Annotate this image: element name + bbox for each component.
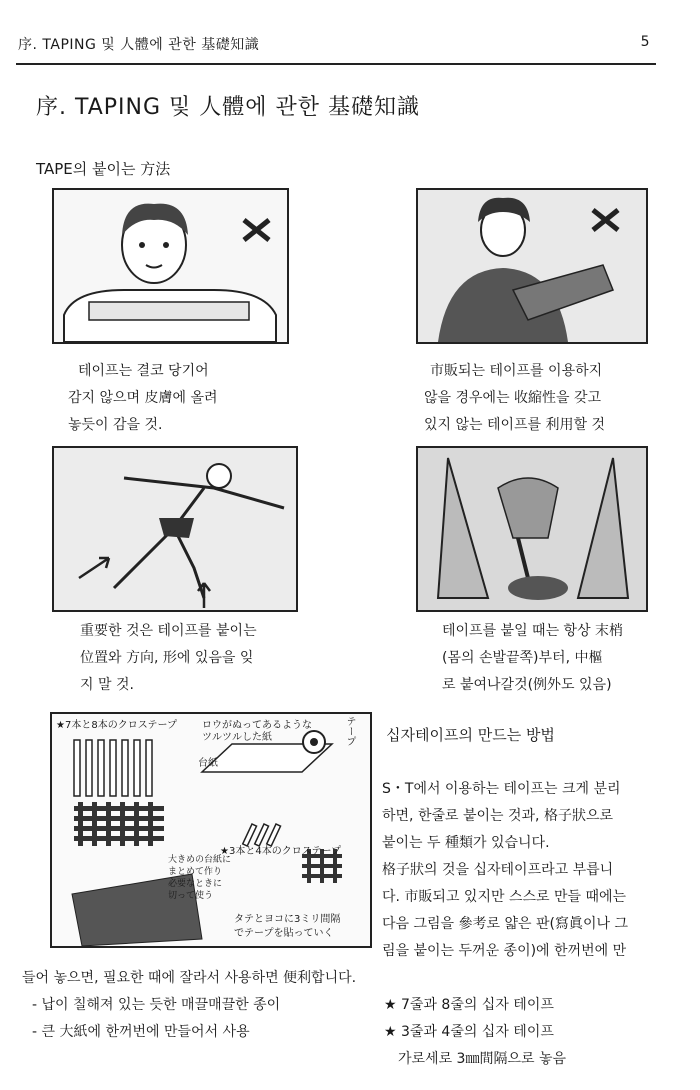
caption-2-line-3: 있지 않는 테이프를 利用할 것 xyxy=(424,417,606,433)
section-line-4: 格子狀의 것을 십자테이프라고 부릅니 xyxy=(382,862,614,878)
figure-label-bottom-1: タテとヨコに3ミリ間隔 xyxy=(234,914,341,925)
header-rule xyxy=(16,63,656,65)
illustration-panel-3 xyxy=(52,446,298,612)
figure-note-1: 大きめの台紙に xyxy=(168,855,232,865)
figure-label-tape: テープ xyxy=(344,716,355,746)
figure-label-smooth-paper: ツルツルした紙 xyxy=(202,732,272,743)
caption-1-line-2: 감지 않으며 皮膚에 올려 xyxy=(68,390,218,406)
illustration-panel-2 xyxy=(416,188,648,344)
section-full-line: 들어 놓으면, 필요한 때에 잘라서 사용하면 便利합니다. xyxy=(22,970,357,986)
section-line-7: 림을 붙이는 두꺼운 종이)에 한꺼번에 만 xyxy=(382,943,627,959)
caption-1-line-3: 놓듯이 감을 것. xyxy=(68,417,163,433)
caption-3-line-2: 位置와 方向, 形에 있음을 잊 xyxy=(80,650,254,666)
section-line-5: 다. 市販되고 있지만 스스로 만들 때에는 xyxy=(382,889,627,905)
section-line-1: S・T에서 이용하는 테이프는 크게 분리 xyxy=(382,781,621,797)
page-number: 5 xyxy=(640,34,650,50)
bullet-left-1: - 납이 칠해져 있는 듯한 매끌매끌한 종이 xyxy=(32,997,281,1013)
bullet-left-2: - 큰 大紙에 한꺼번에 만들어서 사용 xyxy=(32,1024,250,1040)
illustration-panel-4 xyxy=(416,446,648,612)
caption-1-line-1: 테이프는 결코 당기어 xyxy=(78,363,209,379)
running-header: 序. TAPING 및 人體에 관한 基礎知識 xyxy=(18,37,260,53)
lying-figure-illustration xyxy=(54,448,296,610)
figure-note-3: 必要なときに xyxy=(168,879,223,889)
caption-3-line-3: 지 말 것. xyxy=(80,677,134,693)
figure-label-7-8: ★7本と8本のクロステープ xyxy=(56,720,177,731)
illustration-panel-1 xyxy=(52,188,289,344)
caption-3-line-1: 重要한 것은 테이프를 붙이는 xyxy=(80,623,257,639)
figure-label-daishi: 台紙 xyxy=(198,758,218,769)
figure-label-wax-paper: ロウがぬってあるような xyxy=(202,720,312,731)
woman-holding-tape-illustration xyxy=(54,190,287,342)
caption-2-line-1: 市販되는 테이프를 이용하지 xyxy=(430,363,603,379)
cross-tape-figure xyxy=(50,712,372,948)
section-line-3: 붙이는 두 種類가 있습니다. xyxy=(382,835,550,851)
caption-2-line-2: 않을 경우에는 收縮性을 갖고 xyxy=(424,390,602,406)
caption-4-line-1: 테이프를 붙일 때는 항상 末梢 xyxy=(442,623,624,639)
section-heading: 십자테이프의 만드는 방법 xyxy=(386,726,555,744)
bullet-right-2: ★ 3줄과 4줄의 십자 테이프 xyxy=(384,1024,554,1040)
figure-label-3-4: ★3本と4本のクロステープ xyxy=(220,846,341,857)
figure-note-4: 切って使う xyxy=(168,891,214,901)
caption-4-line-3: 로 붙여나갈것(例外도 있음) xyxy=(442,677,612,693)
bullet-right-3: 가로세로 3㎜間隔으로 놓음 xyxy=(398,1051,566,1067)
section-line-6: 다음 그림을 參考로 얇은 판(寫眞이나 그 xyxy=(382,916,628,932)
section-line-2: 하면, 한줄로 붙이는 것과, 格子狀으로 xyxy=(382,808,613,824)
section-subtitle: TAPE의 붙이는 方法 xyxy=(36,160,171,178)
hand-taping-leg-illustration xyxy=(418,448,646,610)
woman-arm-taping-illustration xyxy=(418,190,646,342)
figure-note-2: まとめて作り xyxy=(168,867,223,877)
figure-label-bottom-2: でテープを貼っていく xyxy=(234,928,334,939)
caption-4-line-2: (몸의 손발끝쪽)부터, 中樞 xyxy=(442,650,603,666)
page-title: 序. TAPING 및 人體에 관한 基礎知識 xyxy=(36,95,421,120)
bullet-right-1: ★ 7줄과 8줄의 십자 테이프 xyxy=(384,997,554,1013)
